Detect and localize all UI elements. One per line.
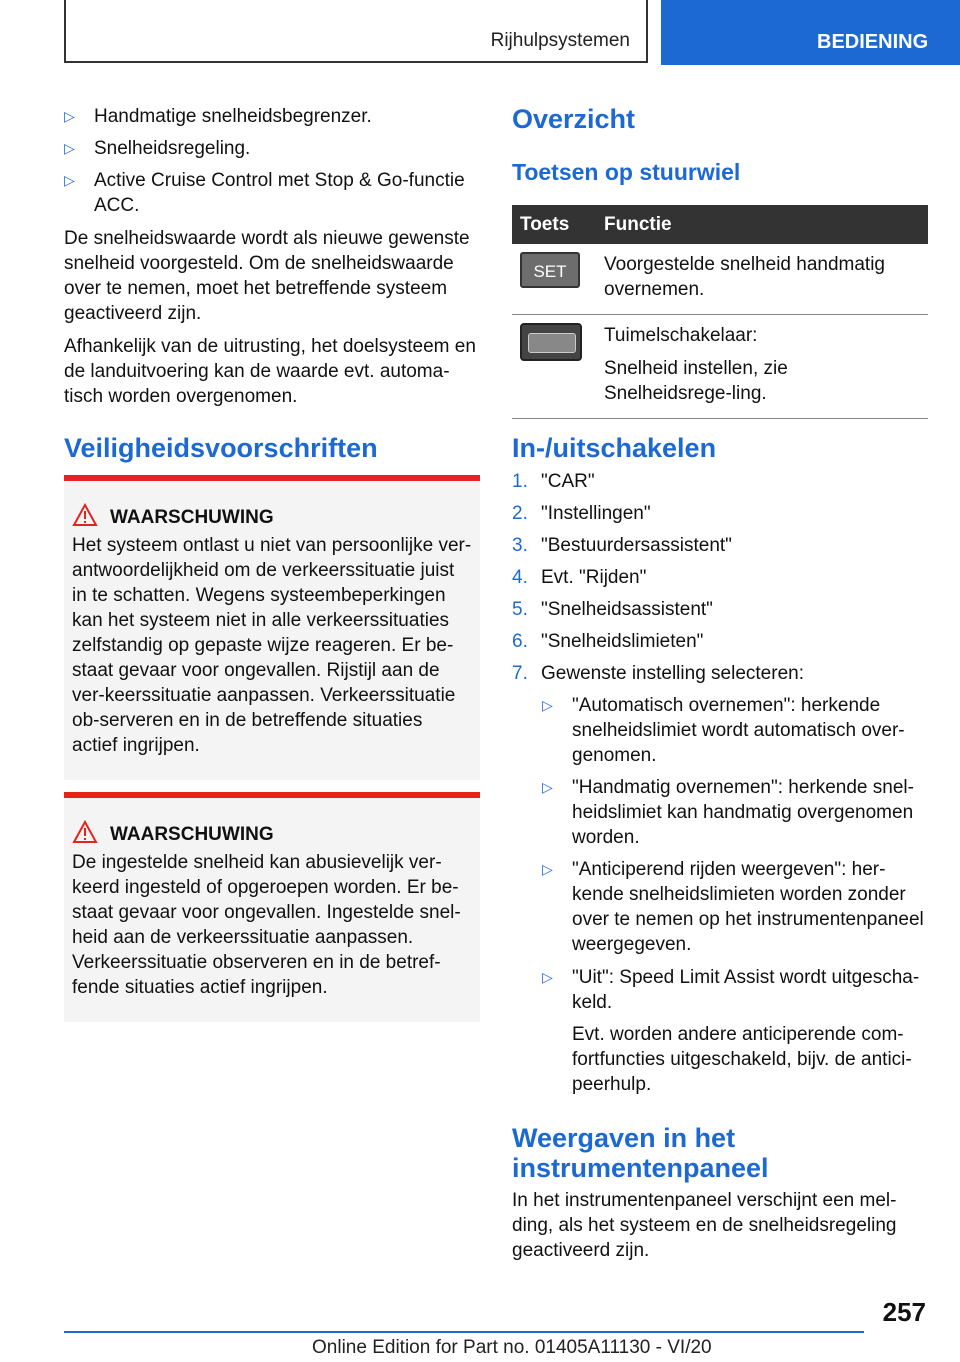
paragraph: Afhankelijk van de uitrusting, het doelsysteem en de landuitvoering kan de waarde evt. automa-tisch worden overgenomen. xyxy=(64,336,476,407)
list-item: 3. "Bestuurdersassistent" xyxy=(512,535,732,556)
triangle-bullet-icon: ▷ xyxy=(542,969,553,985)
triangle-bullet-icon: ▷ xyxy=(542,861,553,877)
option-note: Evt. worden andere anticiperende com-fortfuncties uitgeschakeld, bijv. de antici-peerhulp. xyxy=(572,1024,912,1095)
triangle-bullet-icon: ▷ xyxy=(64,172,75,188)
list-item: 5. "Snelheidsassistent" xyxy=(512,599,713,620)
warning-icon xyxy=(72,820,98,844)
list-item: ▷ Active Cruise Control met Stop & Go-functie ACC. xyxy=(64,170,465,216)
header-section-box xyxy=(64,0,648,63)
page-number: 257 xyxy=(882,1297,926,1327)
keys-table xyxy=(512,205,928,419)
triangle-bullet-icon: ▷ xyxy=(64,140,75,156)
table-header-row xyxy=(512,205,928,244)
option-item: ▷ "Automatisch overnemen": herkende snelheidslimiet wordt automatisch over-genomen. xyxy=(542,695,905,766)
triangle-bullet-icon: ▷ xyxy=(64,108,75,124)
set-button-icon: SET xyxy=(520,252,580,288)
warning-title: WAARSCHUWING xyxy=(110,822,472,850)
option-item: ▷ "Uit": Speed Limit Assist wordt uitgescha-keld. xyxy=(542,967,920,1013)
section-title: Rijhulpsystemen xyxy=(490,30,630,51)
list-item: 7. Gewenste instelling selecteren: xyxy=(512,663,804,684)
table-header-key: Toets xyxy=(512,205,596,244)
display-heading: Weergaven in het instrumentenpaneel xyxy=(512,1123,769,1183)
table-header-function: Functie xyxy=(596,205,928,244)
warning-box xyxy=(64,792,480,1022)
onoff-heading: In-/uitschakelen xyxy=(512,433,717,463)
keys-heading: Toetsen op stuurwiel xyxy=(512,159,741,185)
option-item: ▷ "Handmatig overnemen": herkende snel-heidslimiet kan handmatig overgenomen worden. xyxy=(542,777,914,848)
footer-edition: Online Edition for Part no. 01405A11130 - VI/20 xyxy=(312,1337,712,1358)
table-row xyxy=(512,244,928,315)
function-cell: Tuimelschakelaar: Snelheid instellen, zie Snelheidsrege-ling. xyxy=(596,315,928,419)
steps-list xyxy=(512,469,928,693)
overview-heading: Overzicht xyxy=(512,104,636,134)
paragraph: In het instrumentenpaneel verschijnt een mel-ding, als het systeem en de snelheidsregeling geactiveerd zijn. xyxy=(512,1190,897,1261)
warning-text: De ingestelde snelheid kan abusievelijk ver-keerd ingesteld of opgeroepen worden. Er be-staat gevaar voor ongevallen. Ingestelde snel-heid aan de verkeerssituatie aanpassen. Verkeerssituatie observeren en in de betref-fende situaties actief ingrijpen. xyxy=(72,852,461,998)
paragraph: De snelheidswaarde wordt als nieuwe gewenste snelheid voorgesteld. Om de snelheidswaarde over te nemen, moet het betreffende systeem geactiveerd zijn. xyxy=(64,228,470,324)
table-row xyxy=(512,315,928,419)
warning-box xyxy=(64,475,480,780)
key-cell xyxy=(512,315,596,419)
warning-title: WAARSCHUWING xyxy=(110,505,472,533)
list-item: 6. "Snelheidslimieten" xyxy=(512,631,704,652)
chapter-tab xyxy=(661,0,960,65)
section-heading: Veiligheidsvoorschriften xyxy=(64,433,378,463)
list-item: ▷ Handmatige snelheidsbegrenzer. xyxy=(64,106,372,127)
triangle-bullet-icon: ▷ xyxy=(542,697,553,713)
warning-text: Het systeem ontlast u niet van persoonlijke ver-antwoordelijkheid om de verkeerssituatie juist in te schatten. Wegens systeembeperkingen kan het systeem niet in alle verkeerssituaties zelfstandig op gepaste wijze reageren. Er be-staat gevaar voor ongevallen. Rijstijl aan de ver-keerssituatie aanpassen. Verkeerssituatie ob-serveren en in de betreffende situaties actief ingrijpen. xyxy=(72,535,472,756)
chapter-title: BEDIENING xyxy=(817,31,929,53)
list-item: ▷ Snelheidsregeling. xyxy=(64,138,251,159)
list-item: 1. "CAR" xyxy=(512,471,595,492)
list-item: 4. Evt. "Rijden" xyxy=(512,567,647,588)
option-item: ▷ "Anticiperend rijden weergeven": her-kende snelheidslimieten worden zonder over te nemen op het instrumentenpaneel weergegeven. xyxy=(542,859,924,955)
footer-divider xyxy=(64,1331,864,1333)
rocker-switch-icon xyxy=(520,323,582,361)
triangle-bullet-icon: ▷ xyxy=(542,779,553,795)
warning-icon xyxy=(72,503,98,527)
function-cell: Voorgestelde snelheid handmatig overnemen. xyxy=(596,244,928,315)
list-item: 2. "Instellingen" xyxy=(512,503,651,524)
key-cell xyxy=(512,244,596,315)
